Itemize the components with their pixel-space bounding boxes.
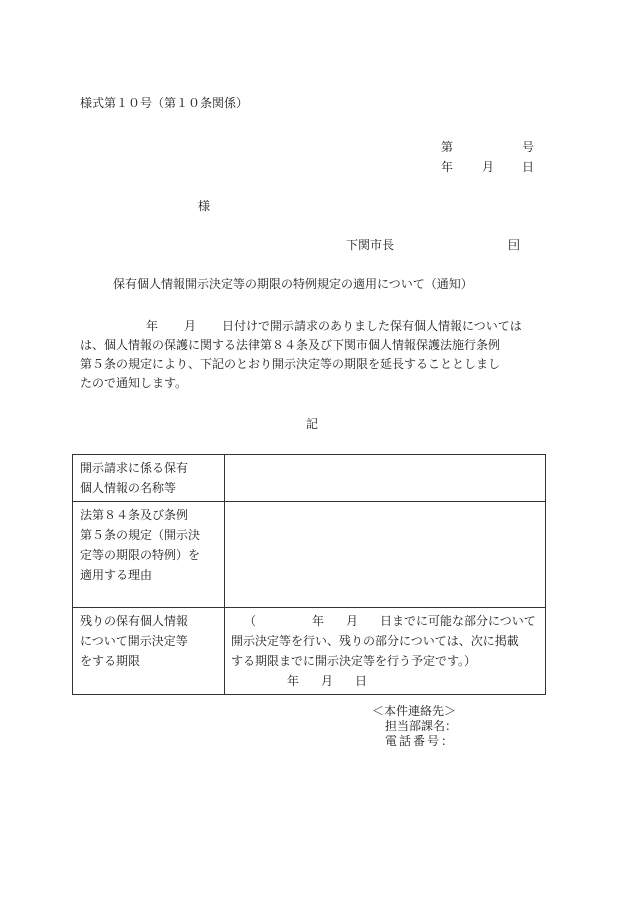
body-line-2: は、個人情報の保護に関する法律第８４条及び下関市個人情報保護法施行条例 (80, 338, 501, 352)
contact-heading: ＜本件連絡先＞ (372, 704, 457, 718)
contact-dept-label: 担当部課名： (385, 719, 458, 733)
body-paragraph (80, 317, 548, 393)
body-line-3: 第５条の規定により、下記のとおり開示決定等の期限を延長することとしまし (80, 357, 501, 371)
body-month-placeholder: 月 (184, 319, 197, 333)
reason-value[interactable] (225, 502, 546, 608)
deadline-date: 年 月 日 (287, 674, 368, 688)
document-title: 保有個人情報開示決定等の期限の特例規定の適用について（通知） (113, 277, 473, 291)
deadline-line-2: 開示決定等を行い、残りの部分については、次に掲載 (231, 634, 519, 648)
addressee-honorific: 様 (198, 199, 211, 213)
form-number-label: 様式第１０号（第１０条関係） (80, 96, 249, 110)
deadline-value (225, 608, 546, 695)
details-table (72, 454, 546, 695)
table-row (73, 608, 546, 695)
issue-date-year: 年 (441, 160, 454, 174)
ki-heading: 記 (306, 417, 319, 431)
document-number-prefix: 第 (441, 140, 454, 154)
seal-mark: 囙 (508, 238, 521, 252)
info-name-label: 開示請求に係る保有 個人情報の名称等 (73, 455, 225, 502)
contact-phone-label: 電話番号： (385, 734, 456, 748)
body-year-placeholder: 年 (146, 319, 159, 333)
body-line-4: たので通知します。 (80, 376, 188, 390)
deadline-line-1: （ 年 月 日までに可能な部分について (244, 614, 536, 628)
document-number-suffix: 号 (522, 140, 535, 154)
reason-label: 法第８４条及び条例 第５条の規定（開示決 定等の期限の特例）を 適用する理由 (73, 502, 225, 608)
info-name-value[interactable] (225, 455, 546, 502)
table-row (73, 502, 546, 608)
issue-date-month: 月 (482, 160, 495, 174)
table-row (73, 455, 546, 502)
body-line-1 (80, 317, 548, 336)
issue-date-day: 日 (522, 160, 535, 174)
sender-name: 下関市長 (346, 238, 395, 252)
body-line-1-text: 日付けで開示請求のありました保有個人情報については (222, 319, 522, 333)
deadline-line-3: する期限までに開示決定等を行う予定です。） (231, 654, 477, 668)
deadline-label: 残りの保有個人情報 について開示決定等 をする期限 (73, 608, 225, 695)
